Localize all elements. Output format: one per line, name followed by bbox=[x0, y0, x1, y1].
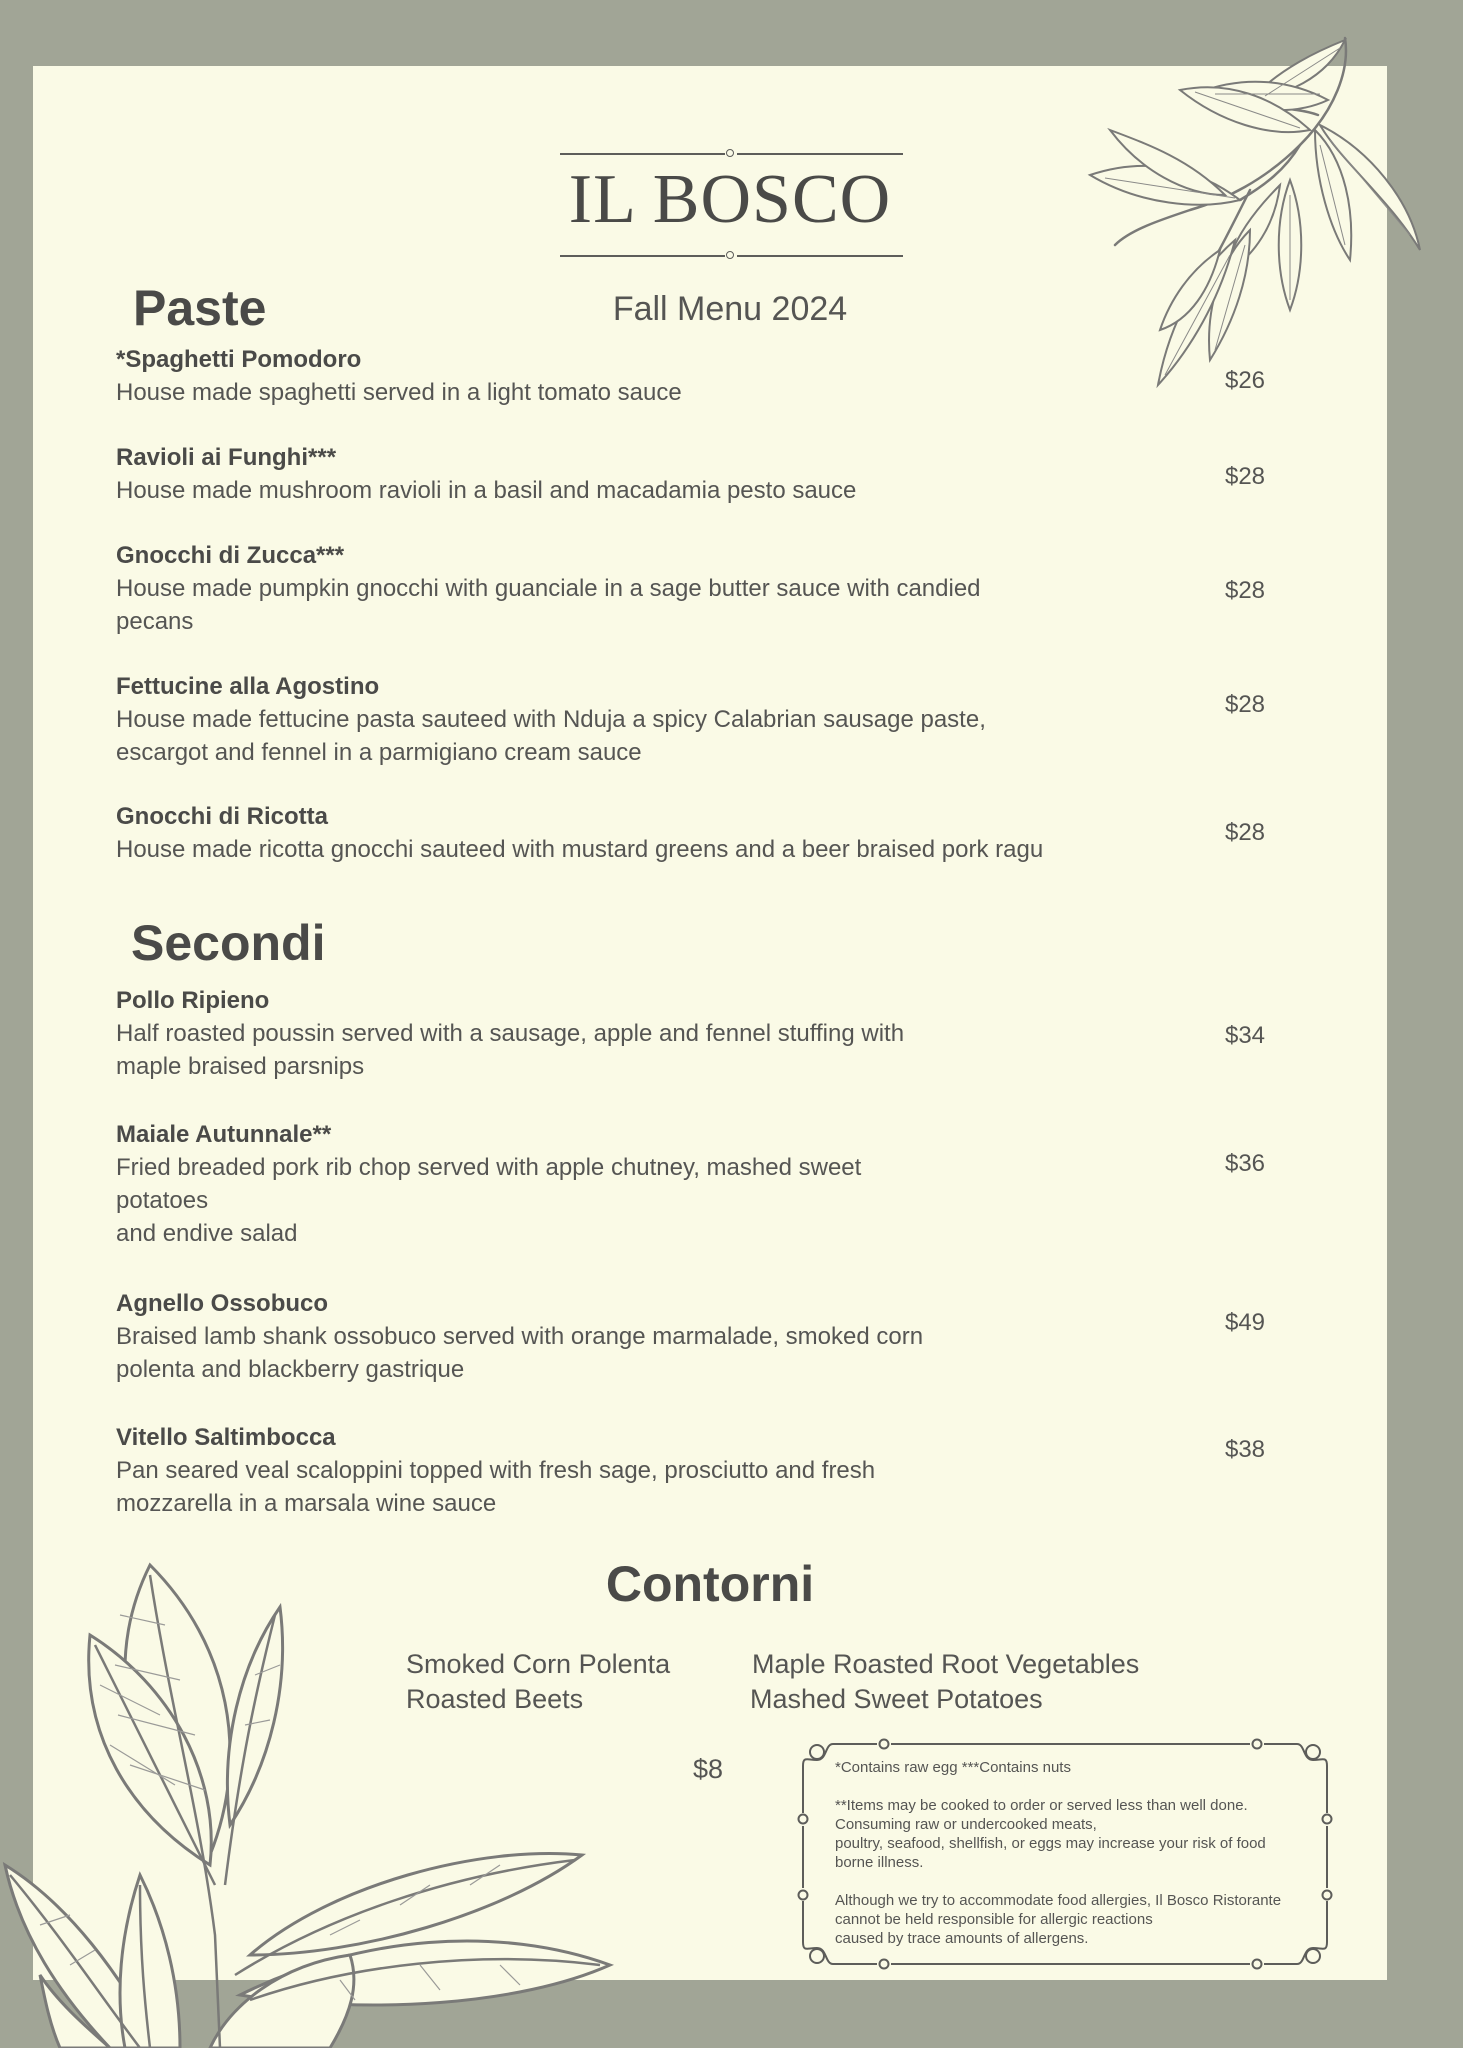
note-allergens: *Contains raw egg ***Contains nuts bbox=[835, 1759, 1071, 1776]
item-price: $38 bbox=[1224, 1436, 1266, 1463]
item-description: House made fettucine pasta sauteed with Nduja a spicy Calabrian sausage paste, escargot and fennel in a parmigiano cream sauce bbox=[116, 706, 986, 766]
item-name: Vitello Saltimbocca bbox=[116, 1424, 336, 1451]
header-rule-bottom-right bbox=[737, 255, 903, 257]
item-description: House made spaghetti served in a light tomato sauce bbox=[116, 379, 682, 406]
section-title-paste: Paste bbox=[133, 280, 267, 336]
section-title-secondi: Secondi bbox=[131, 915, 326, 971]
contorni-price: $8 bbox=[693, 1754, 724, 1784]
allergy-notes bbox=[835, 1758, 1335, 1948]
menu-item bbox=[116, 985, 1166, 1083]
header-dot-top bbox=[726, 149, 734, 157]
item-price: $28 bbox=[1224, 577, 1266, 604]
item-price: $36 bbox=[1224, 1150, 1266, 1177]
header-rule-bottom-left bbox=[560, 255, 725, 257]
menu-item bbox=[116, 801, 1166, 866]
item-description: Fried breaded pork rib chop served with apple chutney, mashed sweet potatoes and endive salad bbox=[116, 1154, 862, 1247]
item-name: Maiale Autunnale** bbox=[116, 1121, 332, 1148]
item-price: $26 bbox=[1224, 367, 1266, 394]
header-rule-top-right bbox=[737, 153, 903, 155]
item-description: Pan seared veal scaloppini topped with fresh sage, prosciutto and fresh mozzarella in a marsala wine sauce bbox=[116, 1457, 876, 1517]
item-price: $28 bbox=[1224, 463, 1266, 490]
item-name: Agnello Ossobuco bbox=[116, 1290, 329, 1317]
menu-item bbox=[116, 671, 1166, 769]
item-description: Braised lamb shank ossobuco served with orange marmalade, smoked corn polenta and blackberry gastrique bbox=[116, 1323, 924, 1383]
menu-subtitle: Fall Menu 2024 bbox=[612, 290, 848, 328]
item-description: House made ricotta gnocchi sauteed with mustard greens and a beer braised pork ragu bbox=[116, 836, 1044, 863]
item-price: $28 bbox=[1224, 691, 1266, 718]
menu-item bbox=[116, 344, 1166, 409]
item-description: House made mushroom ravioli in a basil and macadamia pesto sauce bbox=[116, 477, 857, 504]
side-dish: Mashed Sweet Potatoes bbox=[750, 1684, 1043, 1714]
item-price: $49 bbox=[1224, 1309, 1266, 1336]
leaf-bundle-icon bbox=[0, 1555, 640, 2048]
header-dot-bottom bbox=[726, 251, 734, 259]
item-name: Gnocchi di Ricotta bbox=[116, 803, 329, 830]
note-raw-food-warning: **Items may be cooked to order or served less than well done. Consuming raw or undercooked meats, poultry, seafood, shellfish, or eggs may increase your risk of food borne illness. bbox=[835, 1797, 1266, 1871]
item-name: *Spaghetti Pomodoro bbox=[116, 346, 362, 373]
side-dish: Maple Roasted Root Vegetables bbox=[752, 1649, 1140, 1679]
item-price: $28 bbox=[1224, 819, 1266, 846]
side-dish: Smoked Corn Polenta bbox=[406, 1649, 671, 1679]
menu-item bbox=[116, 1119, 1166, 1250]
item-name: Fettucine alla Agostino bbox=[116, 673, 380, 700]
menu-item bbox=[116, 1288, 1166, 1386]
item-description: Half roasted poussin served with a sausage, apple and fennel stuffing with maple braised parsnips bbox=[116, 1020, 905, 1080]
menu-item bbox=[116, 442, 1166, 507]
restaurant-name: IL BOSCO bbox=[568, 161, 892, 238]
menu-item bbox=[116, 1422, 1166, 1520]
item-name: Gnocchi di Zucca*** bbox=[116, 542, 345, 569]
section-title-contorni: Contorni bbox=[605, 1556, 815, 1612]
item-price: $34 bbox=[1224, 1022, 1266, 1049]
menu-item bbox=[116, 540, 1166, 638]
item-name: Ravioli ai Funghi*** bbox=[116, 444, 337, 471]
note-allergy-disclaimer: Although we try to accommodate food allergies, Il Bosco Ristorante cannot be held responsible for allergic reactions caused by trace amounts of allergens. bbox=[835, 1892, 1282, 1947]
header-rule-top-left bbox=[560, 153, 725, 155]
side-dish: Roasted Beets bbox=[406, 1684, 584, 1714]
item-name: Pollo Ripieno bbox=[116, 987, 270, 1014]
item-description: House made pumpkin gnocchi with guanciale in a sage butter sauce with candied pecans bbox=[116, 575, 981, 635]
